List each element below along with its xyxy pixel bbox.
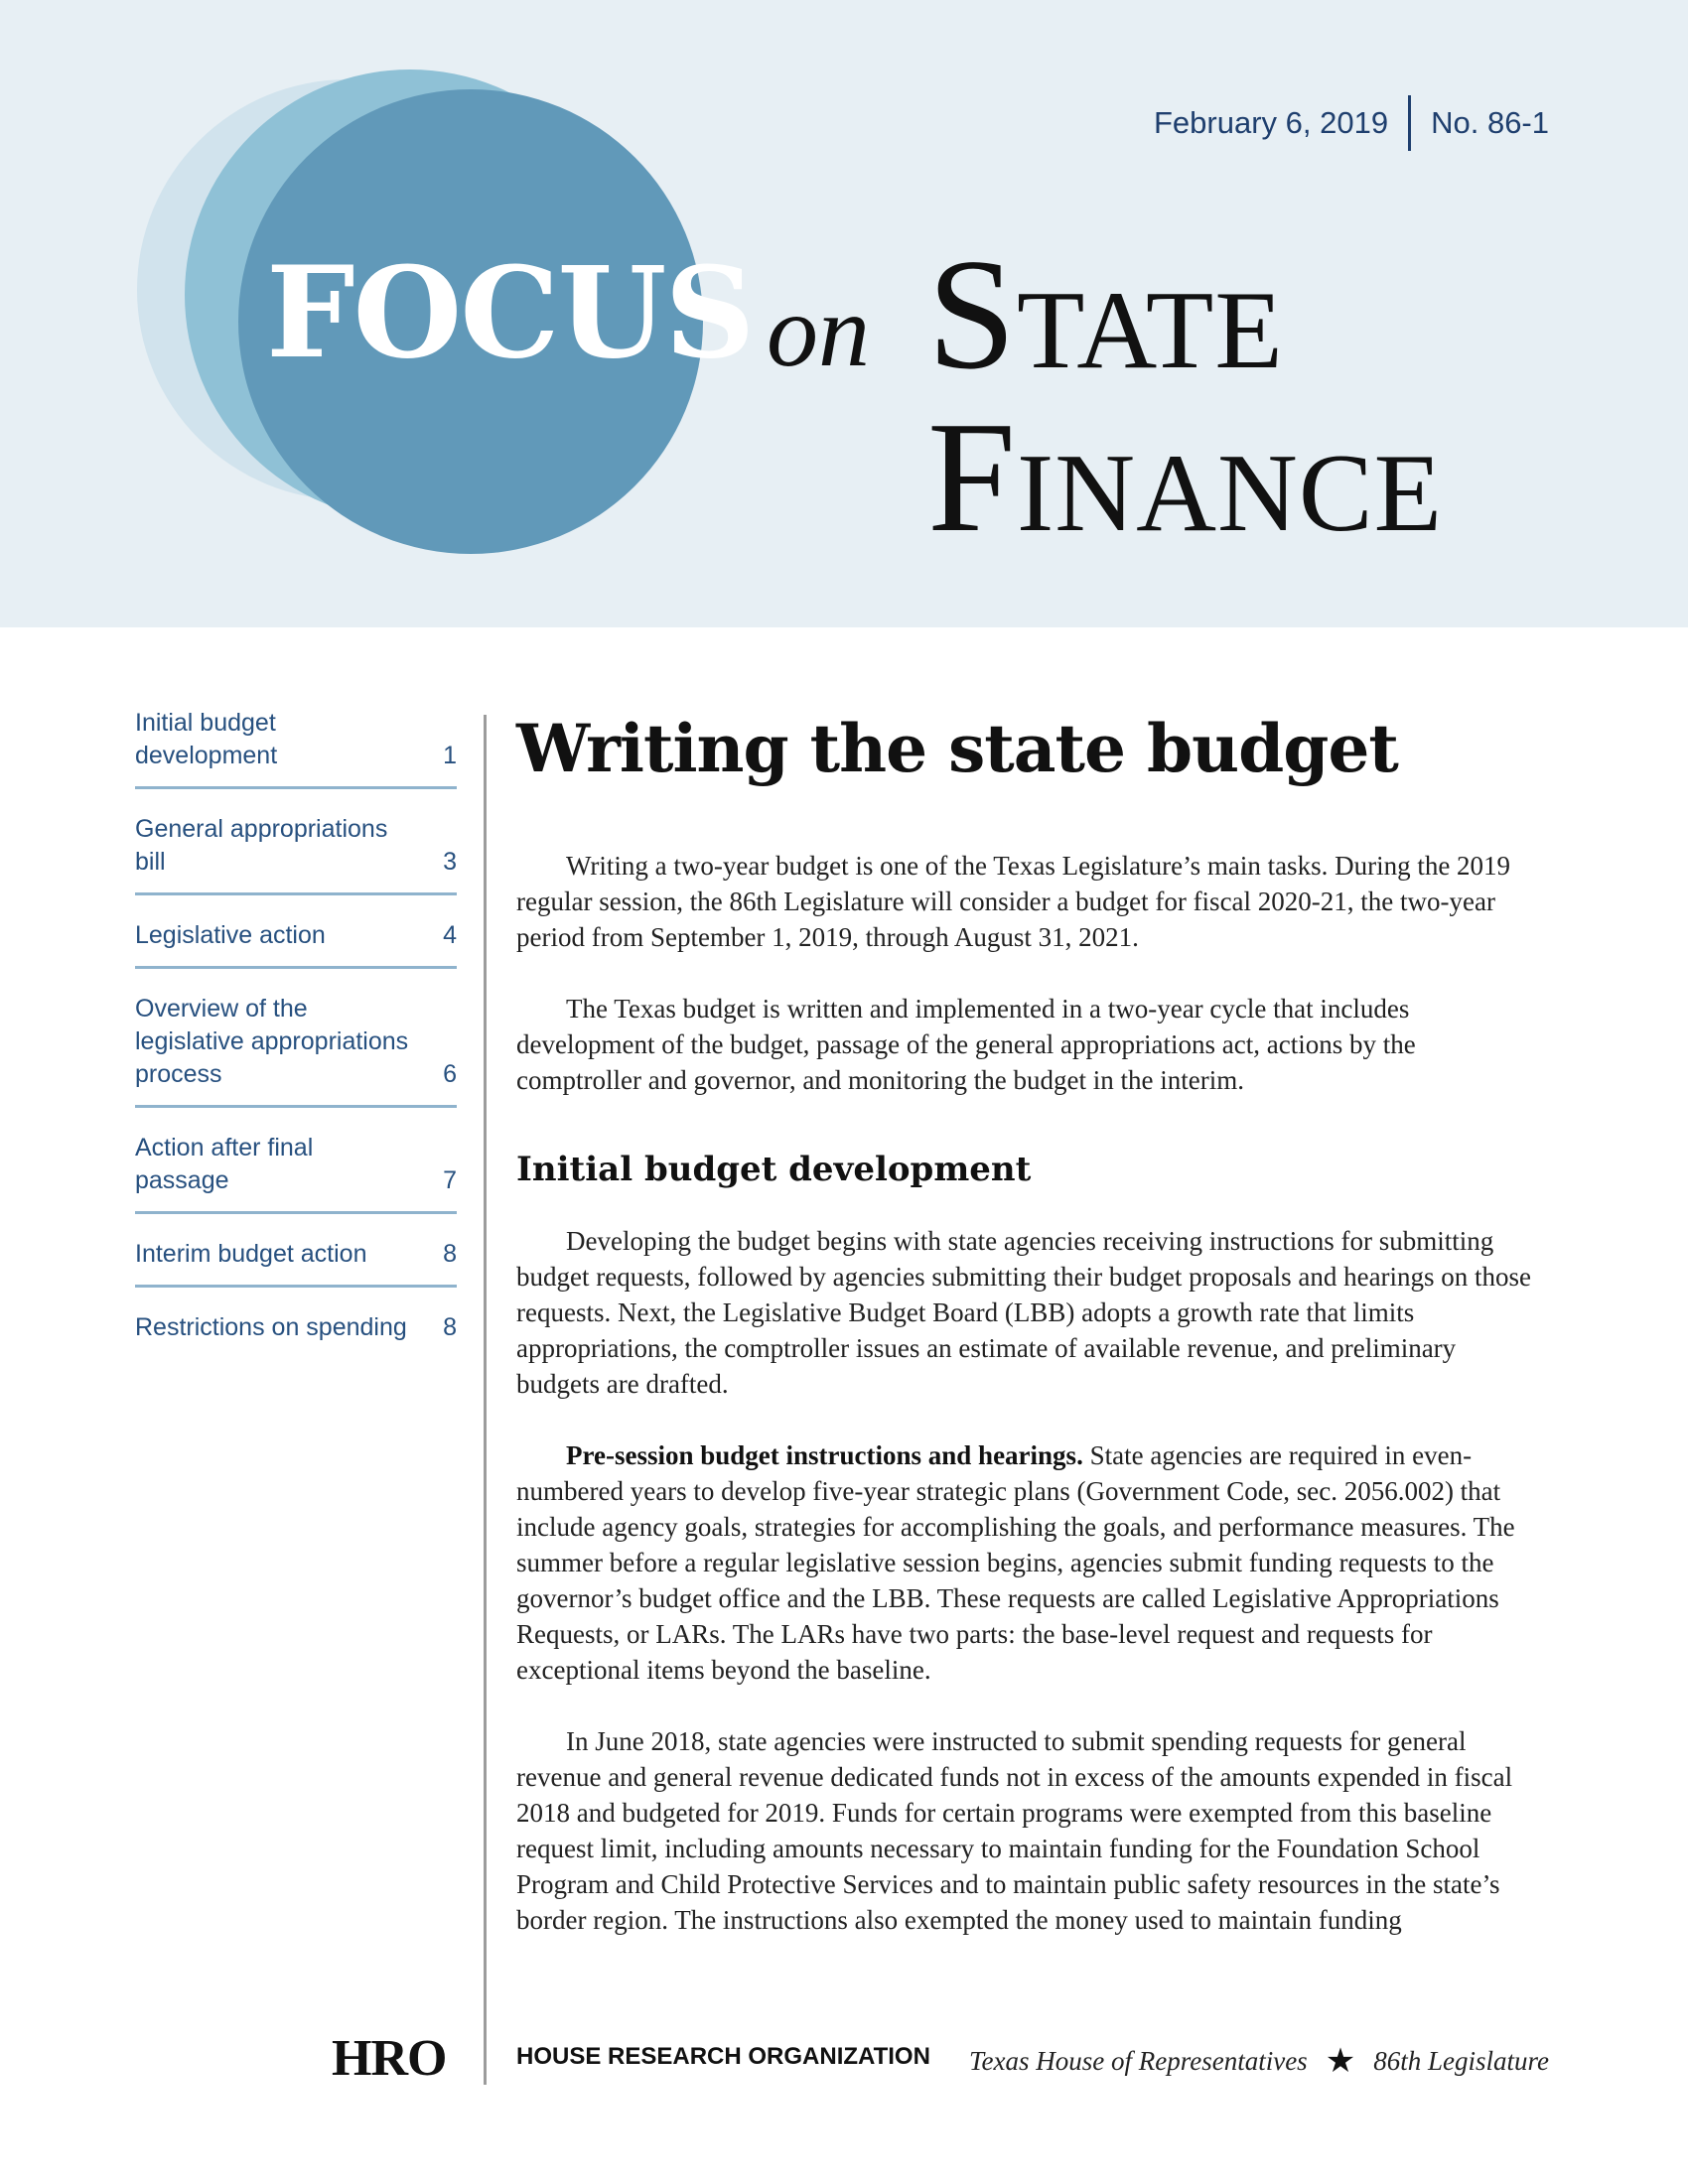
toc-item-label: Interim budget action: [135, 1240, 367, 1268]
toc-item[interactable]: [135, 1311, 457, 1358]
toc-item-page: 8: [443, 1240, 457, 1268]
toc-item[interactable]: [135, 1238, 457, 1288]
toc-item-label: Initial budget development: [135, 709, 278, 769]
title-focus: FOCUS: [266, 239, 754, 386]
section-paragraph-1: Developing the budget begins with state agencies receiving instructions for submitting budget requests, followed by agencies submitting their budget proposals and hearings on those requests. Next, the Legislative Budget Board (LBB) adopts a growth rate that limits appropriations, the comptroller issues an estimate of available revenue, and preliminary budgets are drafted.: [516, 1226, 1532, 1399]
toc-item[interactable]: [135, 919, 457, 969]
footer-chamber: Texas House of Representatives: [969, 2045, 1308, 2076]
footer-tagline: [969, 2041, 1549, 2081]
toc-item-page: 1: [443, 742, 457, 769]
toc-item-label: Legislative action: [135, 921, 326, 949]
masthead: [0, 0, 1688, 627]
article-title: Writing the state budget: [516, 710, 1398, 787]
issue-number: No. 86-1: [1431, 105, 1549, 140]
toc-item-label: Overview of the legislative appropriations process: [135, 995, 409, 1088]
hro-logo: HRO: [332, 2030, 447, 2087]
toc-item-page: 3: [443, 848, 457, 876]
toc-item-label: Restrictions on spending: [135, 1313, 407, 1341]
star-icon: ★: [1325, 2043, 1356, 2080]
toc-item-page: 8: [443, 1313, 457, 1341]
title-state: State: [927, 225, 1284, 402]
title-finance: Finance: [927, 388, 1444, 565]
issue-date: February 6, 2019: [1154, 105, 1389, 140]
intro-paragraph-1: Writing a two-year budget is one of the Texas Legislature’s main tasks. During the 2019 regular session, the 86th Legislature will consider a budget for fiscal 2020-21, the two-year period from September 1, 2019, through August 31, 2021.: [516, 851, 1511, 952]
issue-info: [1092, 95, 1549, 151]
toc-item[interactable]: [135, 707, 457, 789]
toc-item-page: 6: [443, 1060, 457, 1088]
toc-item[interactable]: [135, 813, 457, 895]
title-on: on: [767, 274, 870, 388]
table-of-contents: [135, 707, 457, 1382]
footer-organization: HOUSE RESEARCH ORGANIZATION: [516, 2043, 930, 2070]
column-divider: [484, 715, 487, 2085]
intro-paragraph-2: The Texas budget is written and implemented in a two-year cycle that includes development of the budget, passage of the general appropriations act, actions by the comptroller and governor, and monitoring the budget in the interim.: [516, 994, 1416, 1095]
toc-item[interactable]: [135, 993, 457, 1108]
toc-item-page: 7: [443, 1166, 457, 1194]
section-paragraph-2: [516, 1437, 1539, 1688]
paragraph-body: State agencies are required in even-numbered years to develop five-year strategic plans (Government Code, sec. 2056.002) that include agency goals, strategies for accomplishing the goals, and performance measures. The summer before a regular legislative session begins, agencies submit funding requests to the governor’s budget office and the LBB. These requests are called Legislative Appropriations Requests, or LARs. The LARs have two parts: the base-level request and requests for exceptional items beyond the baseline.: [516, 1440, 1515, 1685]
footer-legislature: 86th Legislature: [1373, 2045, 1549, 2076]
toc-item-label: General appropriations bill: [135, 815, 388, 876]
article: [516, 707, 1539, 1974]
toc-item[interactable]: [135, 1132, 457, 1214]
section-heading: Initial budget development: [516, 1150, 1032, 1189]
issue-divider: [1408, 95, 1411, 151]
toc-item-label: Action after final passage: [135, 1134, 314, 1194]
toc-item-page: 4: [443, 921, 457, 949]
paragraph-lead-in: Pre-session budget instructions and hearings.: [566, 1440, 1083, 1470]
section-paragraph-3: In June 2018, state agencies were instructed to submit spending requests for general revenue and general revenue dedicated funds not in excess of the amounts expended in fiscal 2018 and budgeted for 2019. Funds for certain programs were exempted from this baseline request limit, including amounts necessary to maintain funding for the Foundation School Program and Child Protective Services and to maintain public safety resources in the state’s border region. The instructions also exempted the money used to maintain funding: [516, 1726, 1513, 1935]
